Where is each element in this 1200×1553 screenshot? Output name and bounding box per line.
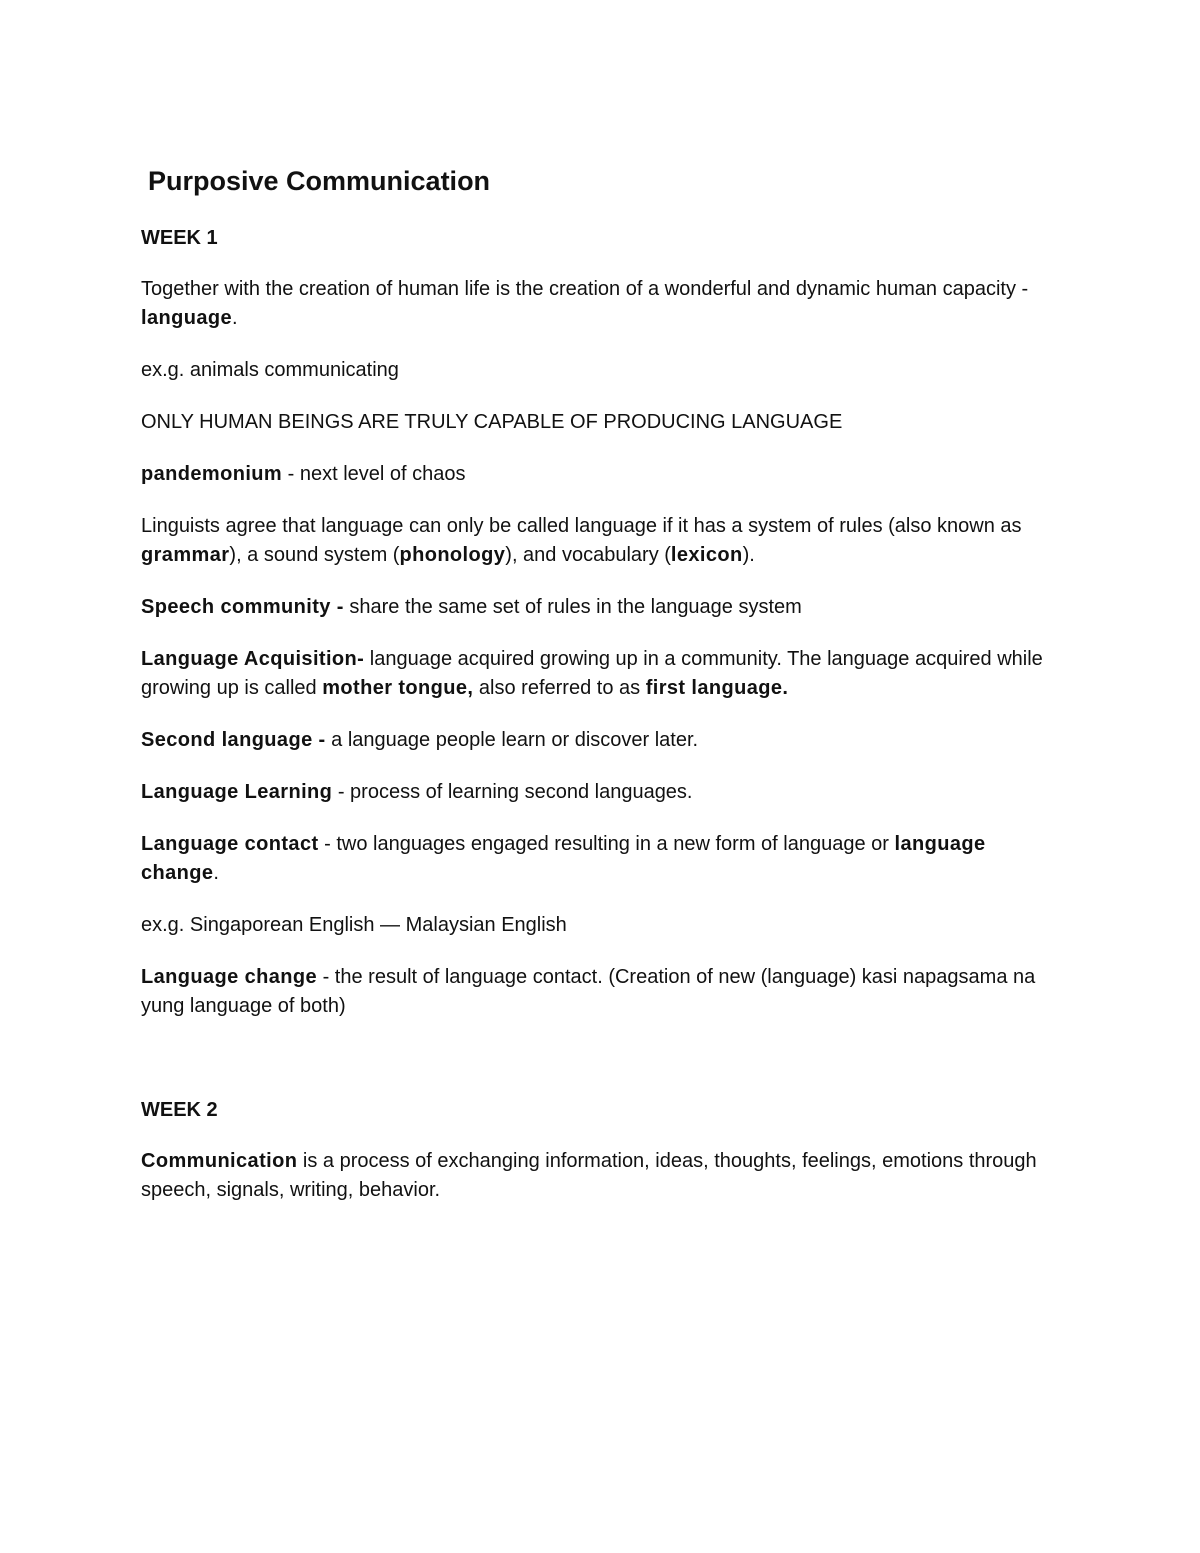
definition-text: - the result of language contact. (Creation of new (language) kasi napagsama na yung language of both)	[141, 966, 1036, 1017]
paragraph-language-contact	[141, 830, 1061, 887]
definition-text: language acquired growing up in a community. The language acquired while growing up is called	[141, 648, 1043, 699]
paragraph-second-language	[141, 726, 1061, 755]
term-language-acquisition: Language Acquisition-	[141, 648, 365, 670]
term-lexicon: lexicon	[670, 543, 743, 566]
paragraph-example-english: ex.g. Singaporean English — Malaysian English	[141, 914, 567, 936]
paragraph-language-intro	[141, 275, 1061, 332]
term-mother-tongue: mother tongue,	[322, 676, 474, 699]
paragraph-language-learning	[141, 778, 1061, 807]
paragraph-linguists	[141, 512, 1061, 569]
paragraph-speech-community	[141, 593, 1061, 622]
term-second-language: Second language -	[141, 729, 326, 751]
paragraph-text: ).	[742, 543, 755, 566]
term-language-change: Language change	[141, 966, 318, 988]
term-communication: Communication	[141, 1150, 298, 1172]
paragraph-text: Linguists agree that language can only be called language if it has a system of rules (also known as	[141, 515, 1022, 537]
definition-text: a language people learn or discover later.	[325, 729, 699, 751]
definition-text: - next level of chaos	[282, 463, 466, 485]
term-language-contact: Language contact	[141, 833, 319, 855]
term-speech-community: Speech community -	[141, 596, 344, 618]
paragraph-text: Together with the creation of human life is the creation of a wonderful and dynamic human capacity -	[141, 278, 1029, 300]
term-pandemonium: pandemonium	[141, 463, 283, 485]
paragraph-example-animals: ex.g. animals communicating	[141, 359, 399, 381]
definition-text: also referred to as	[473, 676, 646, 699]
term-phonology: phonology	[399, 543, 506, 566]
definition-text: .	[213, 861, 219, 884]
paragraph-language-change	[141, 963, 1061, 1020]
definition-text: - process of learning second languages.	[332, 781, 693, 803]
definition-text: is a process of exchanging information, ideas, thoughts, feelings, emotions through speech, signals, writing, behavior.	[141, 1150, 1037, 1201]
document-title: Purposive Communication	[148, 166, 491, 196]
definition-text: - two languages engaged resulting in a new form of language or	[318, 833, 895, 855]
term-first-language: first language.	[645, 676, 789, 699]
term-grammar: grammar	[141, 543, 230, 566]
term-language-change: language change	[141, 833, 986, 884]
definition-text: share the same set of rules in the language system	[343, 596, 802, 618]
paragraph-pandemonium	[141, 460, 1061, 489]
term-language: language	[141, 306, 232, 329]
term-language-learning: Language Learning	[141, 781, 333, 803]
paragraph-text: .	[232, 306, 238, 329]
paragraph-text: ), and vocabulary (	[505, 543, 671, 566]
paragraph-communication	[141, 1147, 1061, 1204]
paragraph-language-acquisition	[141, 645, 1061, 702]
week-1-heading: WEEK 1	[141, 227, 218, 249]
paragraph-text: ), a sound system (	[229, 543, 400, 566]
paragraph-only-humans: ONLY HUMAN BEINGS ARE TRULY CAPABLE OF PRODUCING LANGUAGE	[141, 411, 843, 433]
week-2-heading: WEEK 2	[141, 1099, 218, 1121]
